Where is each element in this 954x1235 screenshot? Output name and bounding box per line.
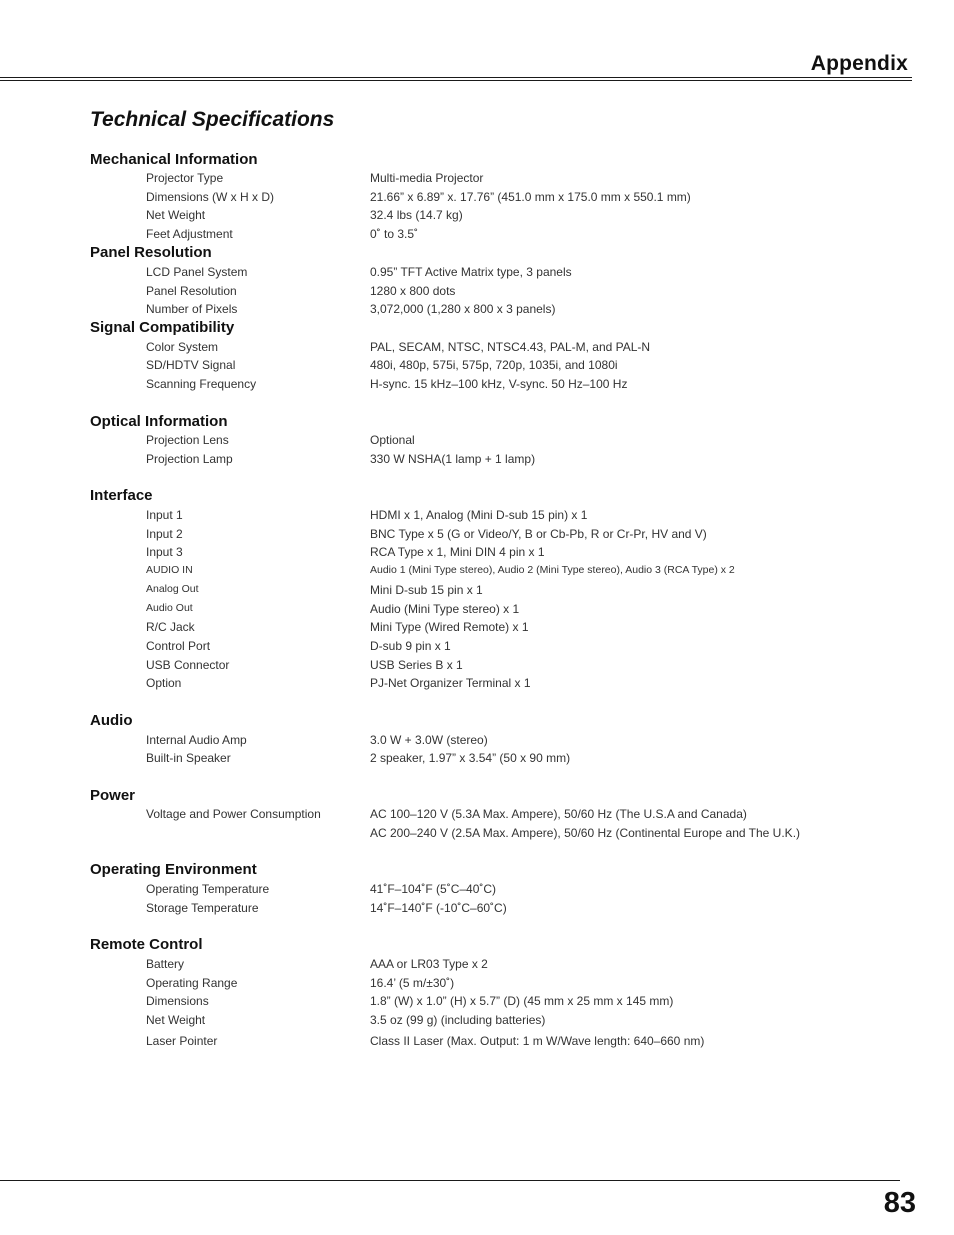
spec-row xyxy=(0,733,954,751)
spec-row xyxy=(0,227,954,245)
page-title: Technical Specifications xyxy=(90,108,335,131)
footer-rule xyxy=(0,1180,900,1181)
spec-row xyxy=(0,807,954,825)
spec-value: 21.66” x 6.89” x. 17.76” (451.0 mm x 175.0 mm x 550.1 mm) xyxy=(370,190,691,204)
spec-row xyxy=(0,676,954,694)
spec-value: 41˚F–104˚F (5˚C–40˚C) xyxy=(370,882,497,896)
spec-label: Projection Lens xyxy=(146,433,229,447)
spec-label: Panel Resolution xyxy=(146,284,237,298)
spec-value: 3,072,000 (1,280 x 800 x 3 panels) xyxy=(370,302,556,316)
spec-row xyxy=(0,901,954,919)
spec-row xyxy=(0,208,954,226)
spec-value: 0.95” TFT Active Matrix type, 3 panels xyxy=(370,265,572,279)
spec-label: LCD Panel System xyxy=(146,265,248,279)
spec-label: Feet Adjustment xyxy=(146,227,233,241)
spec-row xyxy=(0,171,954,189)
spec-row xyxy=(0,620,954,638)
section-heading: Interface xyxy=(90,487,153,504)
spec-row xyxy=(0,284,954,302)
spec-label: USB Connector xyxy=(146,658,230,672)
spec-value: Multi-media Projector xyxy=(370,171,484,185)
spec-value: 0˚ to 3.5˚ xyxy=(370,227,419,241)
spec-row xyxy=(0,508,954,526)
spec-label: Storage Temperature xyxy=(146,901,259,915)
spec-label: Audio Out xyxy=(146,602,193,614)
spec-row xyxy=(0,751,954,769)
spec-label: AUDIO IN xyxy=(146,564,193,576)
spec-value: 2 speaker, 1.97” x 3.54” (50 x 90 mm) xyxy=(370,751,571,765)
spec-label: Color System xyxy=(146,340,219,354)
spec-value: Class II Laser (Max. Output: 1 m W/Wave length: 640–660 nm) xyxy=(370,1034,705,1048)
spec-value: 480i, 480p, 575i, 575p, 720p, 1035i, and 1080i xyxy=(370,358,618,372)
spec-label: Voltage and Power Consumption xyxy=(146,807,321,821)
spec-row xyxy=(0,302,954,320)
spec-label: Net Weight xyxy=(146,208,206,222)
spec-value: USB Series B x 1 xyxy=(370,658,463,672)
spec-value: BNC Type x 5 (G or Video/Y, B or Cb-Pb, R or Cr-Pr, HV and V) xyxy=(370,527,707,541)
spec-row xyxy=(0,658,954,676)
spec-value: Audio 1 (Mini Type stereo), Audio 2 (Mini Type stereo), Audio 3 (RCA Type) x 2 xyxy=(370,564,735,576)
spec-label: R/C Jack xyxy=(146,620,195,634)
spec-value: 330 W NSHA(1 lamp + 1 lamp) xyxy=(370,452,536,466)
spec-label: Input 2 xyxy=(146,527,183,541)
section-heading: Audio xyxy=(90,712,133,729)
spec-label: Operating Temperature xyxy=(146,882,270,896)
section-heading: Optical Information xyxy=(90,413,228,430)
spec-label: Dimensions (W x H x D) xyxy=(146,190,275,204)
spec-row xyxy=(0,433,954,451)
section-header: Appendix xyxy=(810,52,908,75)
spec-label: Analog Out xyxy=(146,583,199,595)
spec-value: 14˚F–140˚F (-10˚C–60˚C) xyxy=(370,901,507,915)
spec-value: 3.0 W + 3.0W (stereo) xyxy=(370,733,488,747)
spec-label: Net Weight xyxy=(146,1013,206,1027)
section-heading: Panel Resolution xyxy=(90,244,212,261)
spec-label: Battery xyxy=(146,957,185,971)
spec-value: D-sub 9 pin x 1 xyxy=(370,639,451,653)
section-heading: Signal Compatibility xyxy=(90,319,235,336)
spec-label: Internal Audio Amp xyxy=(146,733,247,747)
spec-label: SD/HDTV Signal xyxy=(146,358,236,372)
spec-value: Mini D-sub 15 pin x 1 xyxy=(370,583,483,597)
section-heading: Remote Control xyxy=(90,936,203,953)
section-heading: Mechanical Information xyxy=(90,151,258,168)
spec-row xyxy=(0,190,954,208)
spec-row xyxy=(0,602,954,620)
header-rule xyxy=(0,77,912,81)
section-heading: Operating Environment xyxy=(90,861,257,878)
spec-row xyxy=(0,826,954,844)
spec-row xyxy=(0,545,954,563)
section-heading: Power xyxy=(90,787,136,804)
spec-row xyxy=(0,527,954,545)
spec-row xyxy=(0,976,954,994)
spec-label: Control Port xyxy=(146,639,211,653)
spec-label: Input 1 xyxy=(146,508,183,522)
spec-value: 1280 x 800 dots xyxy=(370,284,456,298)
spec-row xyxy=(0,583,954,601)
spec-value: AAA or LR03 Type x 2 xyxy=(370,957,488,971)
spec-row xyxy=(0,639,954,657)
spec-value: HDMI x 1, Analog (Mini D-sub 15 pin) x 1 xyxy=(370,508,588,522)
spec-label: Number of Pixels xyxy=(146,302,238,316)
spec-value: Mini Type (Wired Remote) x 1 xyxy=(370,620,529,634)
spec-row xyxy=(0,994,954,1012)
spec-label: Input 3 xyxy=(146,545,183,559)
spec-value: AC 200–240 V (2.5A Max. Ampere), 50/60 Hz (Continental Europe and The U.K.) xyxy=(370,826,801,840)
spec-value: 1.8” (W) x 1.0” (H) x 5.7” (D) (45 mm x 25 mm x 145 mm) xyxy=(370,994,674,1008)
spec-row xyxy=(0,265,954,283)
spec-row xyxy=(0,882,954,900)
spec-value: Optional xyxy=(370,433,415,447)
spec-row xyxy=(0,1034,954,1052)
spec-value: H-sync. 15 kHz–100 kHz, V-sync. 50 Hz–100 Hz xyxy=(370,377,628,391)
spec-label: Projection Lamp xyxy=(146,452,233,466)
spec-label: Operating Range xyxy=(146,976,238,990)
spec-value: AC 100–120 V (5.3A Max. Ampere), 50/60 Hz (The U.S.A and Canada) xyxy=(370,807,747,821)
page-number: 83 xyxy=(883,1187,916,1219)
spec-value: Audio (Mini Type stereo) x 1 xyxy=(370,602,520,616)
spec-row xyxy=(0,452,954,470)
spec-value: RCA Type x 1, Mini DIN 4 pin x 1 xyxy=(370,545,545,559)
spec-label: Scanning Frequency xyxy=(146,377,257,391)
spec-row xyxy=(0,358,954,376)
spec-row xyxy=(0,340,954,358)
spec-label: Dimensions xyxy=(146,994,209,1008)
spec-value: 3.5 oz (99 g) (including batteries) xyxy=(370,1013,546,1027)
spec-label: Laser Pointer xyxy=(146,1034,218,1048)
spec-row xyxy=(0,1013,954,1031)
spec-row xyxy=(0,377,954,395)
spec-value: 32.4 lbs (14.7 kg) xyxy=(370,208,463,222)
spec-row xyxy=(0,957,954,975)
spec-label: Projector Type xyxy=(146,171,224,185)
spec-value: PJ-Net Organizer Terminal x 1 xyxy=(370,676,531,690)
spec-value: PAL, SECAM, NTSC, NTSC4.43, PAL-M, and PAL-N xyxy=(370,340,651,354)
spec-label: Built-in Speaker xyxy=(146,751,231,765)
spec-value: 16.4’ (5 m/±30˚) xyxy=(370,976,455,990)
spec-label: Option xyxy=(146,676,182,690)
spec-row xyxy=(0,564,954,582)
